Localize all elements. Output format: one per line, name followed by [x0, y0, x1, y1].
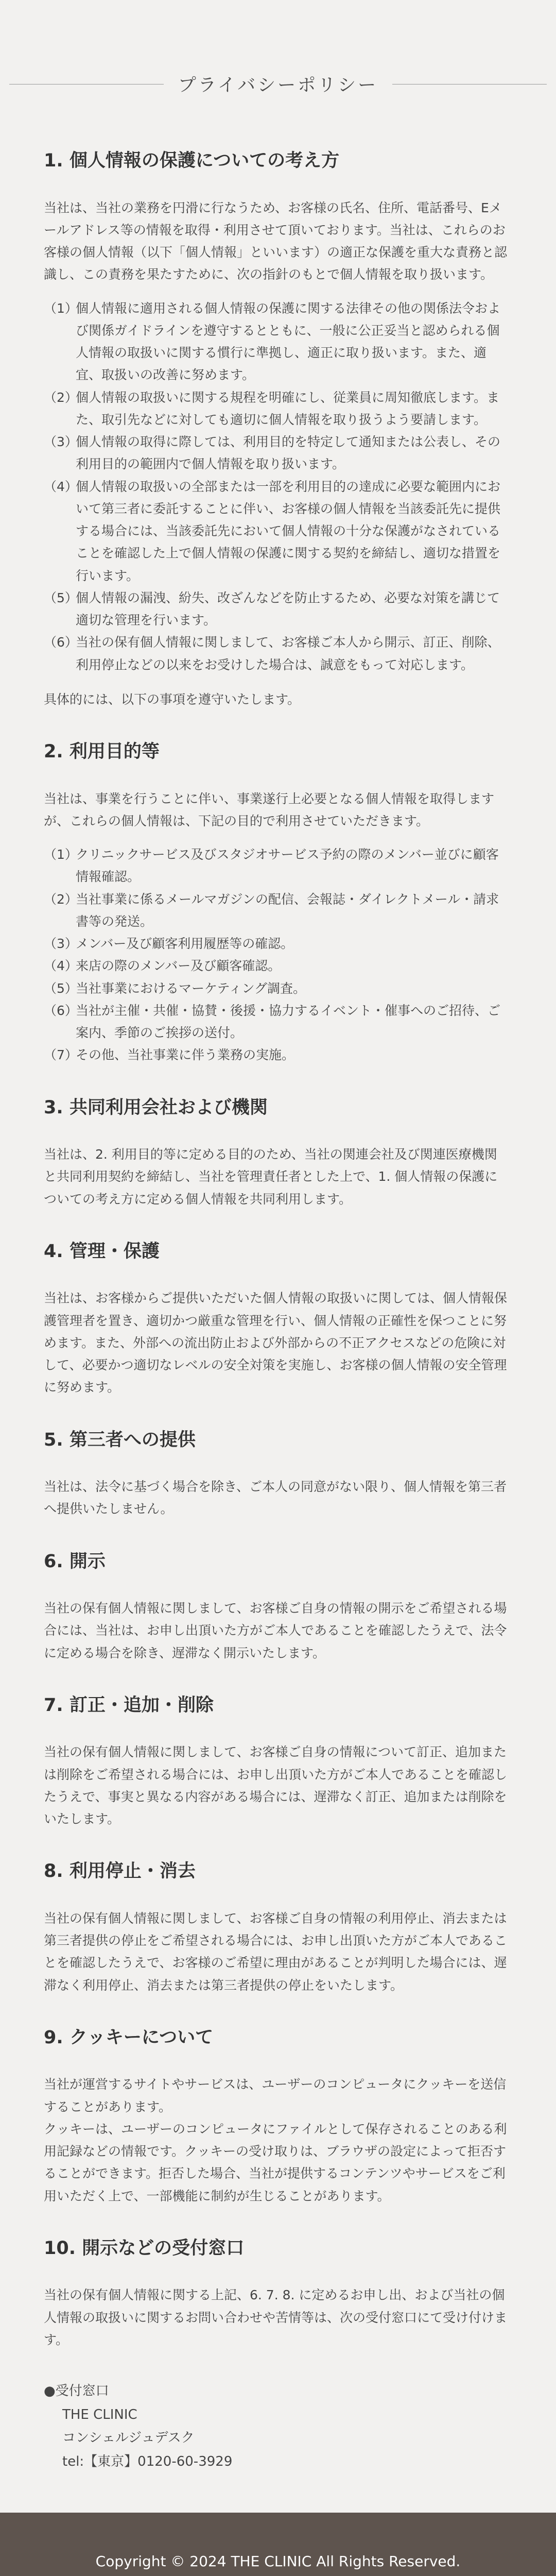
list-item-marker: （1） — [44, 847, 78, 862]
list-item-text: 当社事業におけるマーケティング調査。 — [76, 980, 306, 996]
section-paragraph: 当社は、当社の業務を円滑に行なうため、お客様の氏名、住所、電話番号、Eメールアドレス等の情報を取得・利用させて頂いております。当社は、これらのお客様の個人情報（以下「個人情報」といいます）の適正な保護を重大な責務と認識し、この責務を果たすために、次の指針のもとで個人情報を取り扱います。 — [44, 200, 508, 282]
section-heading: 1. 個人情報の保護についての考え方 — [44, 150, 340, 171]
policy-section — [44, 1240, 507, 1399]
section-paragraph: 当社の保有個人情報に関する上記、6. 7. 8. に定めるお申し出、および当社の個人情報の取扱いに関するお問い合わせや苦情等は、次の受付窓口にて受け付けます。 — [44, 2287, 508, 2347]
page-title — [0, 61, 556, 107]
list-item-text: 個人情報に適用される個人情報の保護に関する法律その他の関係法令および関係ガイドラインを遵守するとともに、一般に公正妥当と認められる個人情報の取扱いに関する慣行に準拠し、適正に取り扱います。また、適宜、取扱いの改善に努めます。 — [76, 300, 501, 383]
section-heading: 9. クッキーについて — [44, 2027, 214, 2048]
list-item-marker: （3） — [44, 936, 78, 951]
list-item-text: 個人情報の漏洩、紛失、改ざんなどを防止するため、必要な対策を講じて適切な管理を行います。 — [76, 590, 500, 628]
list-item-text: 個人情報の取得に際しては、利用目的を特定して通知または公表し、その利用目的の範囲内で個人情報を取り扱います。 — [76, 434, 501, 472]
list-item — [44, 297, 507, 386]
list-item-marker: （2） — [44, 389, 78, 405]
list-item — [44, 631, 507, 676]
list-item-text: クリニックサービス及びスタジオサービス予約の際のメンバー並びに顧客情報確認。 — [76, 847, 499, 885]
list-item-marker: （3） — [44, 434, 78, 449]
policy-section — [44, 740, 507, 1066]
list-item-marker: （4） — [44, 479, 78, 494]
list-item — [44, 476, 507, 587]
numbered-list — [44, 297, 507, 676]
section-paragraph: 当社の保有個人情報に関しまして、お客様ご自身の情報について訂正、追加または削除をご希望される場合には、お申し出頂いた方がご本人であることを確認したうえで、事実と異なる内容がある場合には、遅滞なく訂正、追加または削除をいたします。 — [44, 1744, 508, 1826]
list-item-marker: （6） — [44, 635, 78, 650]
section-heading: 7. 訂正・追加・削除 — [44, 1694, 214, 1716]
list-item-text: 来店の際のメンバー及び顧客確認。 — [76, 958, 281, 974]
contact-line: THE CLINIC — [62, 2406, 137, 2422]
policy-section — [44, 2026, 507, 2207]
contact-line: tel:【東京】0120-60-3929 — [62, 2453, 233, 2469]
copyright-text: Copyright © 2024 THE CLINIC All Rights Reserved. — [95, 2552, 461, 2570]
list-item-marker: （1） — [44, 300, 78, 316]
list-item-text: 当社の保有個人情報に関しまして、お客様ご本人から開示、訂正、削除、利用停止などの以来をお受けした場合は、誠意をもって対応します。 — [76, 635, 500, 672]
section-paragraph: クッキーは、ユーザーのコンピュータにファイルとして保存されることのある利用記録などの情報です。クッキーの受け取りは、ブラウザの設定によって拒否することができます。拒否した場合、当社が提供するコンテンツやサービスをご利用いただく上で、一部機能に制約が生じることがあります。 — [44, 2121, 507, 2204]
list-item-marker: （6） — [44, 1003, 78, 1018]
policy-content — [44, 149, 507, 2503]
section-heading: 4. 管理・保護 — [44, 1241, 160, 1262]
list-item — [44, 955, 507, 977]
section-paragraph: 当社は、法令に基づく場合を除き、ご本人の同意がない限り、個人情報を第三者へ提供いたしません。 — [44, 1479, 507, 1517]
list-item-text: その他、当社事業に伴う業務の実施。 — [76, 1047, 295, 1063]
list-item-marker: （7） — [44, 1047, 78, 1063]
policy-section — [44, 2237, 507, 2473]
list-item — [44, 843, 507, 888]
list-item — [44, 1044, 507, 1066]
list-item — [44, 977, 507, 999]
list-item-marker: （5） — [44, 590, 78, 605]
numbered-list — [44, 843, 507, 1066]
list-item — [44, 587, 507, 632]
list-item — [44, 999, 507, 1044]
list-item — [44, 431, 507, 476]
list-item-text: 個人情報の取扱いに関する規程を明確にし、従業員に周知徹底します。また、取引先などに対しても適切に個人情報を取り扱うよう要請します。 — [76, 389, 500, 427]
contact-block — [44, 2380, 507, 2473]
policy-section — [44, 1860, 507, 1996]
section-heading: 8. 利用停止・消去 — [44, 1861, 196, 1882]
section-paragraph: 当社は、お客様からご提供いただいた個人情報の取扱いに関しては、個人情報保護管理者を置き、適切かつ厳重な管理を行い、個人情報の正確性を保つことに努めます。また、外部への流出防止および外部からの不正アクセスなどの危険に対して、必要かつ適切なレベルの安全対策を実施し、お客様の個人情報の安全管理に努めます。 — [44, 1291, 508, 1395]
contact-heading: ●受付窓口 — [44, 2383, 109, 2399]
policy-section — [44, 1550, 507, 1664]
list-item — [44, 933, 507, 955]
list-item — [44, 386, 507, 431]
section-heading: 5. 第三者への提供 — [44, 1429, 196, 1450]
page-title-text: プライバシーポリシー — [178, 75, 378, 96]
policy-section — [44, 1096, 507, 1210]
section-paragraph: 当社が運営するサイトやサービスは、ユーザーのコンピュータにクッキーを送信することがあります。 — [44, 2077, 507, 2114]
section-heading: 6. 開示 — [44, 1551, 106, 1572]
section-paragraph: 当社は、事業を行うことに伴い、事業遂行上必要となる個人情報を取得しますが、これらの個人情報は、下記の目的で利用させていただきます。 — [44, 791, 495, 828]
section-paragraph: 当社は、2. 利用目的等に定める目的のため、当社の関連会社及び関連医療機関と共同利用契約を締結し、当社を管理責任者とした上で、1. 個人情報の保護についての考え方に定める個人情報を共同利用します。 — [44, 1147, 498, 1207]
list-item-text: 当社が主催・共催・協賛・後援・協力するイベント・催事へのご招待、ご案内、季節のご挨拶の送付。 — [76, 1003, 501, 1040]
section-heading: 2. 利用目的等 — [44, 741, 160, 762]
list-item-marker: （4） — [44, 958, 78, 974]
section-paragraph: 当社の保有個人情報に関しまして、お客様ご自身の情報の開示をご希望される場合には、当社は、お申し出頂いた方がご本人であることを確認したうえで、法令に定める場合を除き、遅滞なく開示いたします。 — [44, 1601, 507, 1660]
section-heading: 10. 開示などの受付窓口 — [44, 2238, 245, 2259]
policy-section — [44, 1694, 507, 1831]
list-item-marker: （5） — [44, 980, 78, 996]
list-item-marker: （2） — [44, 891, 78, 907]
list-item-text: 当社事業に係るメールマガジンの配信、会報誌・ダイレクトメール・請求書等の発送。 — [76, 891, 499, 929]
list-item-text: メンバー及び顧客利用履歴等の確認。 — [76, 936, 294, 951]
section-closing-text: 具体的には、以下の事項を遵守いたします。 — [44, 691, 301, 707]
section-paragraph: 当社の保有個人情報に関しまして、お客様ご自身の情報の利用停止、消去または第三者提供の停止をご希望される場合には、お申し出頂いた方がご本人であることを確認したうえで、お客様のご希望に理由があることが判明した場合には、遅滞なく利用停止、消去または第三者提供の停止をいたします。 — [44, 1910, 508, 1993]
section-heading: 3. 共同利用会社および機関 — [44, 1097, 268, 1118]
list-item — [44, 888, 507, 933]
policy-section — [44, 1429, 507, 1520]
policy-section — [44, 149, 507, 710]
contact-line: コンシェルジュデスク — [62, 2430, 195, 2446]
list-item-text: 個人情報の取扱いの全部または一部を利用目的の達成に必要な範囲内において第三者に委託することに伴い、お客様の個人情報を当該委託先に提供する場合には、当該委託先において個人情報の十分な保護がなされていることを確認した上で個人情報の保護に関する契約を締結し、適切な措置を行います。 — [76, 479, 501, 583]
footer — [0, 2513, 556, 2576]
